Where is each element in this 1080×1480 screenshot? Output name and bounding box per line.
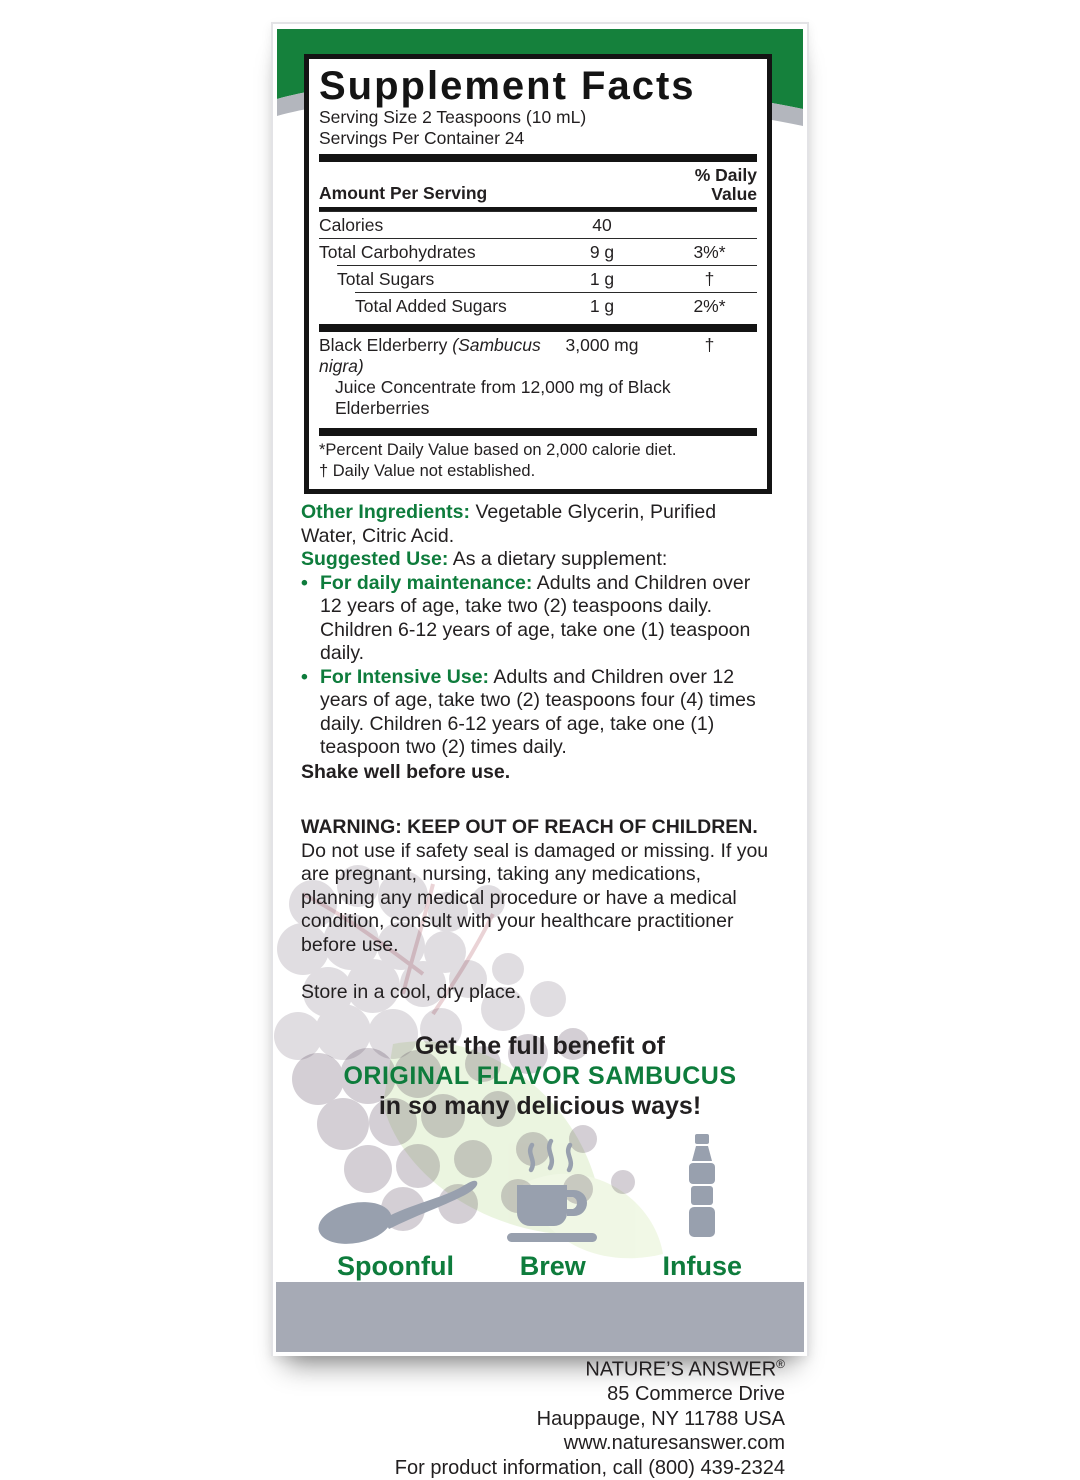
amount-per-serving-header: Amount Per Serving [319, 183, 487, 204]
facts-footnotes: *Percent Daily Value based on 2,000 calorie diet. † Daily Value not established. [319, 436, 757, 481]
way-label: Infuse [662, 1251, 742, 1282]
warning-text: WARNING: KEEP OUT OF REACH OF CHILDREN. Do not use if safety seal is damaged or missing. If you are pregnant, nursing, taking any medications, planning any medical procedure or have a medical condition, consult with your healthcare practitioner before use. [301, 816, 775, 957]
bullet-icon: • [301, 572, 308, 596]
bottle-icon [677, 1135, 727, 1247]
suggested-use: Suggested Use: As a dietary supplement: [301, 548, 775, 572]
divider-thick [319, 154, 757, 162]
address-city: Hauppauge, NY 11788 USA [273, 1407, 785, 1432]
facts-row-elderberry: Black Elderberry (Sambucus nigra) 3,000 mg † Juice Concentrate from 12,000 mg of Black Elderberries [319, 332, 757, 423]
divider-thick [319, 324, 757, 332]
website: www.naturesanswer.com [273, 1431, 785, 1456]
serving-size: Serving Size 2 Teaspoons (10 mL) [319, 107, 757, 128]
facts-header-row [319, 162, 757, 207]
storage-instruction: Store in a cool, dry place. [301, 981, 775, 1005]
spoon-icon [313, 1135, 478, 1247]
facts-row-carbohydrates: Total Carbohydrates 9 g 3%* [319, 238, 757, 265]
benefit-headline [273, 1031, 807, 1121]
usage-ways [313, 1135, 777, 1282]
benefit-line-3: in so many delicious ways! [273, 1091, 807, 1121]
daily-value-header: % Daily Value [695, 166, 757, 204]
bullet-icon: • [301, 666, 308, 690]
registered-mark: ® [776, 1357, 785, 1371]
benefit-line-2: ORIGINAL FLAVOR SAMBUCUS [273, 1061, 807, 1091]
phone-info: For product information, call (800) 439-2324 [273, 1456, 785, 1480]
brew-cup-icon [499, 1135, 607, 1247]
supplement-facts-title: Supplement Facts [319, 65, 757, 107]
way-label: Brew [520, 1251, 586, 1282]
suggested-use-bullet-1: • For daily maintenance: Adults and Children over 12 years of age, take two (2) teaspoons daily. Children 6-12 years of age, take one (1) teaspoon daily. [301, 572, 775, 666]
divider-thick [319, 428, 757, 436]
bottom-band [276, 1282, 804, 1352]
label-copy [301, 501, 775, 1005]
facts-row-added-sugars: Total Added Sugars 1 g 2%* [355, 292, 757, 319]
supplement-facts-box [304, 54, 772, 494]
way-spoonful [313, 1135, 478, 1282]
way-infuse [628, 1135, 778, 1282]
address-street: 85 Commerce Drive [273, 1382, 785, 1407]
label-panel [271, 22, 809, 1356]
suggested-use-bullet-2: • For Intensive Use: Adults and Children over 12 years of age, take two (2) teaspoons four (4) times daily. Children 6-12 years of age, take one (1) teaspoon two (2) times daily. [301, 666, 775, 760]
way-brew [478, 1135, 628, 1282]
facts-row-total-sugars: Total Sugars 1 g † [337, 265, 757, 292]
shake-instruction: Shake well before use. [301, 761, 775, 785]
benefit-line-1: Get the full benefit of [273, 1031, 807, 1061]
brand-name: NATURE’S ANSWER® [273, 1352, 785, 1382]
way-label: Spoonful [337, 1251, 454, 1282]
other-ingredients: Other Ingredients: Vegetable Glycerin, Purified Water, Citric Acid. [301, 501, 775, 548]
facts-row-calories: Calories 40 [319, 211, 757, 238]
servings-per-container: Servings Per Container 24 [319, 128, 757, 149]
